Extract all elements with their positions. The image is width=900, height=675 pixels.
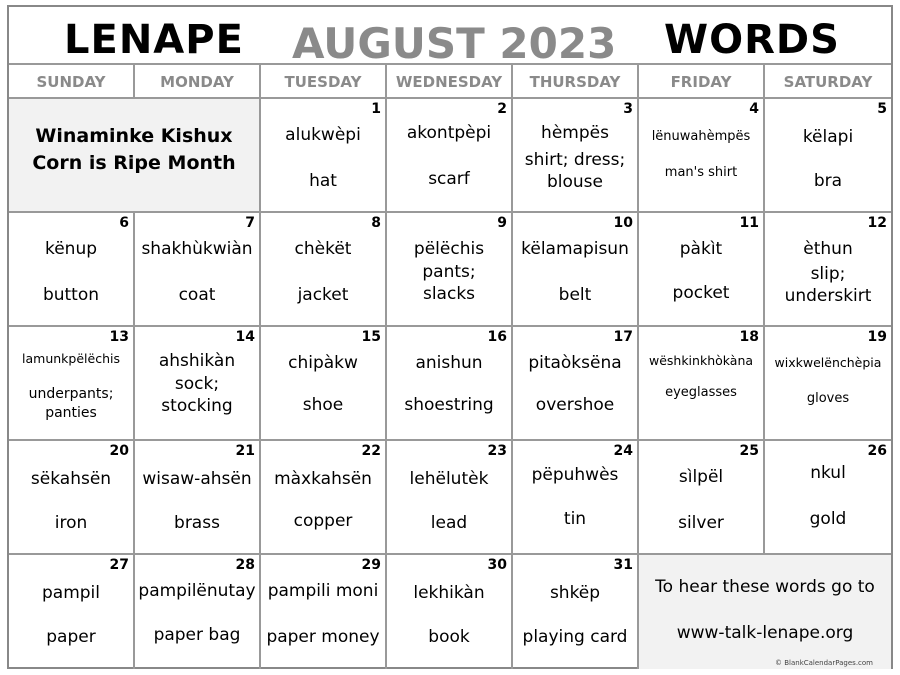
day-cell[interactable] bbox=[135, 213, 261, 327]
english-word: paper bag bbox=[153, 625, 241, 645]
lenape-word: anishun bbox=[415, 353, 483, 373]
calendar-title bbox=[9, 7, 891, 68]
lenape-word: pampilënutay bbox=[138, 581, 256, 601]
day-number: 16 bbox=[487, 329, 507, 345]
lenape-word: èthun bbox=[803, 239, 853, 259]
day-number: 20 bbox=[109, 443, 129, 459]
weekday-wednesday: WEDNESDAY bbox=[387, 65, 513, 97]
day-cell[interactable] bbox=[639, 327, 765, 441]
weekday-tuesday: TUESDAY bbox=[261, 65, 387, 97]
day-number: 7 bbox=[245, 215, 255, 231]
day-number: 30 bbox=[487, 557, 507, 573]
month-name-english: Corn is Ripe Month bbox=[32, 152, 236, 174]
day-cell[interactable] bbox=[765, 99, 891, 213]
day-cell[interactable] bbox=[387, 441, 513, 555]
day-cell[interactable] bbox=[135, 327, 261, 441]
english-word: shoestring bbox=[404, 395, 494, 415]
weekday-monday: MONDAY bbox=[135, 65, 261, 97]
day-cell[interactable] bbox=[261, 327, 387, 441]
lenape-word: shkëp bbox=[549, 583, 601, 603]
english-word: pants; slacks bbox=[422, 262, 476, 304]
info-text: To hear these words go to bbox=[655, 577, 875, 597]
english-word: lead bbox=[430, 513, 468, 533]
day-cell[interactable] bbox=[513, 213, 639, 327]
english-word: jacket bbox=[297, 285, 349, 305]
day-cell[interactable] bbox=[9, 555, 135, 669]
english-word: man's shirt bbox=[664, 165, 738, 180]
lenape-word: wëshkinkhòkàna bbox=[648, 353, 754, 368]
day-cell[interactable] bbox=[261, 441, 387, 555]
english-word: sock; stocking bbox=[161, 374, 233, 416]
calendar-grid bbox=[9, 99, 891, 669]
lenape-word: këlapi bbox=[802, 127, 854, 147]
day-number: 9 bbox=[497, 215, 507, 231]
lenape-word: lënuwahèmpës bbox=[651, 129, 751, 144]
day-number: 8 bbox=[371, 215, 381, 231]
day-cell[interactable] bbox=[387, 327, 513, 441]
weekday-sunday: SUNDAY bbox=[9, 65, 135, 97]
english-word: playing card bbox=[522, 627, 628, 647]
lenape-word: sëkahsën bbox=[30, 469, 112, 489]
english-word: copper bbox=[293, 511, 353, 531]
day-cell[interactable] bbox=[387, 99, 513, 213]
month-intro-text bbox=[9, 123, 259, 177]
lenape-word: lamunkpëlëchis bbox=[22, 351, 120, 366]
day-cell[interactable] bbox=[513, 441, 639, 555]
day-cell[interactable] bbox=[639, 213, 765, 327]
lenape-word: akontpèpi bbox=[406, 123, 492, 143]
lenape-word: pitaòksëna bbox=[528, 353, 622, 373]
day-number: 14 bbox=[235, 329, 255, 345]
lenape-word: sìlpël bbox=[678, 467, 724, 487]
day-cell[interactable] bbox=[639, 441, 765, 555]
day-number: 31 bbox=[613, 557, 633, 573]
lenape-word: ahshikàn bbox=[158, 351, 236, 371]
title-month-year: AUGUST 2023 bbox=[292, 19, 617, 68]
lenape-word: chèkët bbox=[294, 239, 352, 259]
lenape-word: pàkìt bbox=[679, 239, 723, 259]
day-cell[interactable] bbox=[765, 327, 891, 441]
english-word: hat bbox=[309, 171, 337, 191]
day-number: 18 bbox=[739, 329, 759, 345]
english-word: button bbox=[42, 285, 100, 305]
day-cell[interactable] bbox=[765, 441, 891, 555]
english-word: shirt; dress; blouse bbox=[524, 150, 626, 192]
day-number: 15 bbox=[361, 329, 381, 345]
english-word: scarf bbox=[428, 169, 470, 189]
info-cell bbox=[639, 555, 891, 669]
english-word: overshoe bbox=[535, 395, 615, 415]
month-name-lenape: Winaminke Kishux bbox=[35, 125, 233, 147]
day-number: 27 bbox=[109, 557, 129, 573]
lenape-word: këlamapisun bbox=[521, 239, 629, 259]
day-number: 24 bbox=[613, 443, 633, 459]
lenape-word: wisaw-ahsën bbox=[142, 469, 252, 489]
day-cell[interactable] bbox=[513, 327, 639, 441]
weekday-friday: FRIDAY bbox=[639, 65, 765, 97]
day-cell[interactable] bbox=[261, 555, 387, 669]
lenape-word: nkul bbox=[810, 463, 846, 483]
day-cell[interactable] bbox=[135, 441, 261, 555]
english-word: book bbox=[428, 627, 470, 647]
website-url[interactable]: www-talk-lenape.org bbox=[676, 623, 854, 643]
day-cell[interactable] bbox=[135, 555, 261, 669]
day-cell[interactable] bbox=[9, 213, 135, 327]
english-word: belt bbox=[558, 285, 592, 305]
day-cell[interactable] bbox=[387, 555, 513, 669]
english-word: brass bbox=[174, 513, 220, 533]
month-intro-cell bbox=[9, 99, 261, 213]
day-number: 29 bbox=[361, 557, 381, 573]
english-word: shoe bbox=[302, 395, 344, 415]
day-number: 23 bbox=[487, 443, 507, 459]
day-cell[interactable] bbox=[765, 213, 891, 327]
day-number: 21 bbox=[235, 443, 255, 459]
day-cell[interactable] bbox=[639, 99, 765, 213]
lenape-word: pampili moni bbox=[267, 581, 379, 601]
day-number: 1 bbox=[371, 101, 381, 117]
day-number: 12 bbox=[867, 215, 887, 231]
day-number: 25 bbox=[739, 443, 759, 459]
title-lenape: LENAPE bbox=[64, 17, 244, 63]
day-cell[interactable] bbox=[9, 327, 135, 441]
day-number: 3 bbox=[623, 101, 633, 117]
english-word: pocket bbox=[672, 283, 730, 303]
day-number: 17 bbox=[613, 329, 633, 345]
english-word: bra bbox=[813, 171, 843, 191]
lenape-word: chipàkw bbox=[288, 353, 358, 373]
lenape-word: pampil bbox=[41, 583, 100, 603]
english-word: paper money bbox=[266, 627, 380, 647]
day-cell[interactable] bbox=[261, 213, 387, 327]
lenape-word: lehëlutèk bbox=[409, 469, 489, 489]
english-word: gloves bbox=[806, 391, 850, 406]
day-number: 26 bbox=[867, 443, 887, 459]
day-number: 22 bbox=[361, 443, 381, 459]
day-number: 28 bbox=[235, 557, 255, 573]
day-number: 5 bbox=[877, 101, 887, 117]
day-number: 2 bbox=[497, 101, 507, 117]
day-number: 10 bbox=[613, 215, 633, 231]
weekday-saturday: SATURDAY bbox=[783, 73, 873, 91]
day-number: 13 bbox=[109, 329, 129, 345]
day-number: 6 bbox=[119, 215, 129, 231]
lenape-word: pëpuhwès bbox=[531, 465, 619, 485]
weekday-header-row bbox=[9, 63, 891, 99]
english-word: silver bbox=[678, 513, 724, 533]
day-cell[interactable] bbox=[9, 441, 135, 555]
lenape-word: hèmpës bbox=[541, 123, 609, 143]
title-words: WORDS bbox=[664, 17, 840, 63]
day-number: 11 bbox=[739, 215, 759, 231]
english-word: coat bbox=[178, 285, 216, 305]
day-cell[interactable] bbox=[387, 213, 513, 327]
day-cell[interactable] bbox=[261, 99, 387, 213]
lenape-word: màxkahsën bbox=[274, 469, 372, 489]
credit-text: © BlankCalendarPages.com bbox=[775, 659, 873, 667]
day-number: 19 bbox=[867, 329, 887, 345]
day-number: 4 bbox=[749, 101, 759, 117]
lenape-word: wixkwelënchèpia bbox=[774, 355, 882, 370]
weekday-thursday: THURSDAY bbox=[513, 65, 639, 97]
day-cell[interactable] bbox=[513, 555, 639, 669]
english-word: iron bbox=[54, 513, 88, 533]
day-cell[interactable] bbox=[513, 99, 639, 213]
english-word: paper bbox=[46, 627, 96, 647]
english-word: eyeglasses bbox=[665, 385, 737, 400]
english-word: gold bbox=[809, 509, 847, 529]
lenape-word: shakhùkwiàn bbox=[141, 239, 253, 259]
english-word: underpants; panties bbox=[28, 386, 114, 421]
lenape-word: lekhikàn bbox=[413, 583, 485, 603]
english-word: slip; underskirt bbox=[784, 264, 872, 306]
lenape-word: pëlëchis bbox=[413, 239, 485, 259]
english-word: tin bbox=[563, 509, 587, 529]
lenape-word: alukwèpi bbox=[285, 125, 361, 145]
lenape-word: kënup bbox=[44, 239, 98, 259]
